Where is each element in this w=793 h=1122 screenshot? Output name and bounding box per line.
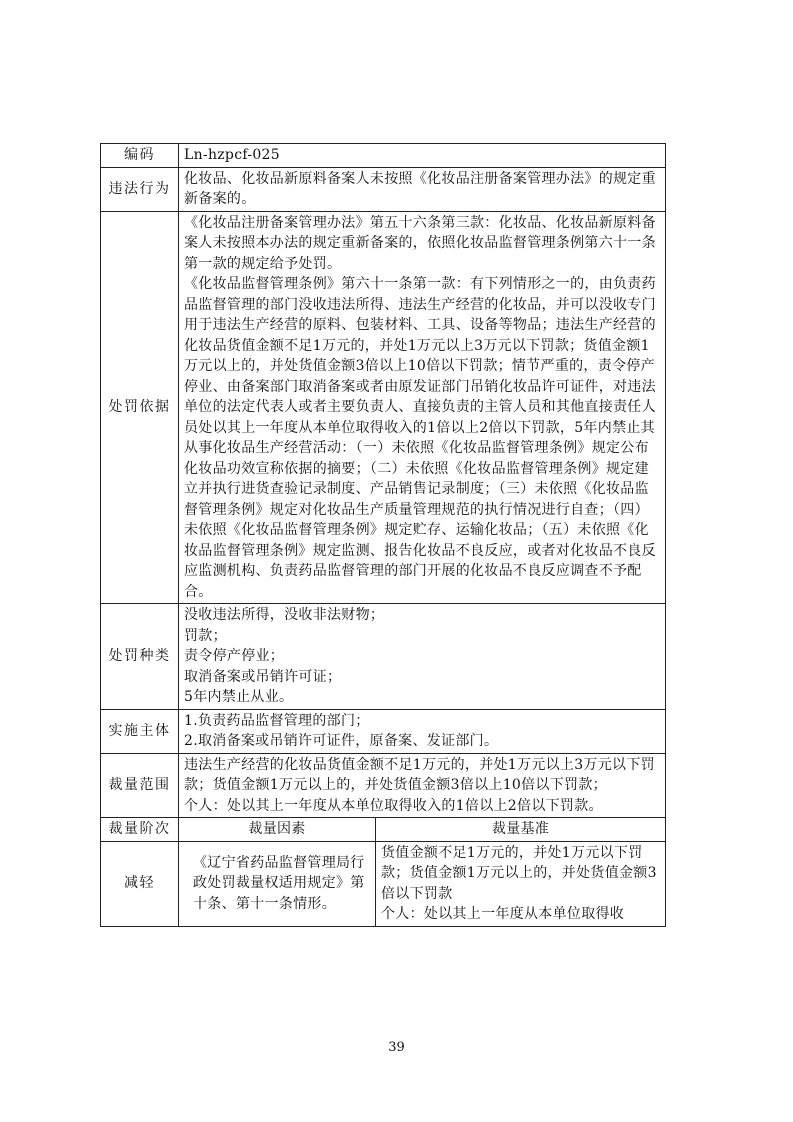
levels-label: 裁量阶次 (101, 818, 179, 842)
enforcer-item: 1.负责药品监督管理的部门； (184, 712, 370, 729)
range-label: 裁量范围 (101, 753, 179, 818)
factor-header: 裁量因素 (179, 818, 376, 842)
violation-text: 化妆品、化妆品新原料备案人未按照《化妆品注册备案管理办法》的规定重新备案的。 (179, 167, 666, 211)
penalty-type-item: 罚款； (184, 627, 227, 644)
violation-row (101, 167, 666, 211)
basis-label: 处罚依据 (101, 211, 179, 604)
basis-content (179, 211, 666, 604)
mitigate-row (101, 841, 666, 926)
enforcer-label: 实施主体 (101, 709, 179, 753)
range-line: 个人：处以其上一年度从本单位取得收入的1倍以上2倍以下罚款。 (184, 797, 603, 814)
penalty-type-item: 责令停产停业； (184, 648, 285, 664)
penalty-discretion-table (100, 143, 666, 927)
code-label: 编码 (101, 144, 179, 168)
penalty-type-item: 取消备案或吊销许可证； (184, 668, 342, 685)
mitigate-factor: 《辽宁省药品监督管理局行政处罚裁量权适用规定》第十条、第十一条情形。 (179, 841, 376, 926)
enforcer-list (179, 709, 666, 753)
enforcer-item: 2.取消备案或吊销许可证件，原备案、发证部门。 (184, 733, 499, 749)
penalty-type-item: 5年内禁止从业。 (184, 689, 294, 705)
standard-header: 裁量基准 (376, 818, 666, 842)
code-row (101, 144, 666, 168)
page-number: 39 (388, 1040, 405, 1055)
enforcer-row (101, 709, 666, 753)
penalty-types-row (101, 604, 666, 710)
levels-header-row (101, 818, 666, 842)
basis-paragraph: 《化妆品注册备案管理办法》第五十六条第三款：化妆品、化妆品新原料备案人未按照本办法的规定重新备案的，依照化妆品监督管理条例第六十一条第一款的规定给予处罚。 (184, 214, 656, 272)
basis-row (101, 211, 666, 604)
violation-label: 违法行为 (101, 167, 179, 211)
basis-paragraph: 《化妆品监督管理条例》第六十一条第一款：有下列情形之一的，由负责药品监督管理的部门没收违法所得、违法生产经营的化妆品，并可以没收专门用于违法生产经营的原料、包装材料、工具、设备等物品；违法生产经营的化妆品货值金额不足1万元的，并处1万元以上3万元以下罚款；货值金额1万元以上的，并处货值金额3倍以上10倍以下罚款；情节严重的，责令停产停业、由备案部门取消备案或者由原发证部门吊销化妆品许可证件，对违法单位的法定代表人或者主要负责人、直接负责的主管人员和其他直接责任人员处以其上一年度从本单位取得收入的1倍以上2倍以下罚款，5年内禁止其从事化妆品生产经营活动：（一）未依照《化妆品监督管理条例》规定公布化妆品功效宣称依据的摘要；（二）未依照《化妆品监督管理条例》规定建立并执行进货查验记录制度、产品销售记录制度；（三）未依照《化妆品监督管理条例》规定对化妆品生产质量管理规范的执行情况进行自查；（四）未依照《化妆品监督管理条例》规定贮存、运输化妆品；（五）未依照《化妆品监督管理条例》规定监测、报告化妆品不良反应，或者对化妆品不良反应监测机构、负责药品监督管理的部门开展的化妆品不良反应调查不予配合。 (184, 276, 656, 600)
penalty-type-item: 没收违法所得，没收非法财物； (184, 607, 385, 623)
mitigate-standard-line: 个人：处以其上一年度从本单位取得收 (381, 906, 625, 922)
mitigate-label: 减轻 (101, 841, 179, 926)
range-content (179, 753, 666, 818)
mitigate-standard (376, 841, 666, 926)
penalty-types-label: 处罚种类 (101, 604, 179, 710)
range-row (101, 753, 666, 818)
range-line: 违法生产经营的化妆品货值金额不足1万元的，并处1万元以上3万元以下罚款；货值金额1万元以上的，并处货值金额3倍以上10倍以下罚款； (184, 756, 655, 793)
code-value: Ln-hzpcf-025 (179, 144, 666, 168)
mitigate-standard-line: 货值金额不足1万元的，并处1万元以下罚款；货值金额1万元以上的，并处货值金额3倍以下罚款 (381, 844, 657, 902)
penalty-types-list (179, 604, 666, 710)
